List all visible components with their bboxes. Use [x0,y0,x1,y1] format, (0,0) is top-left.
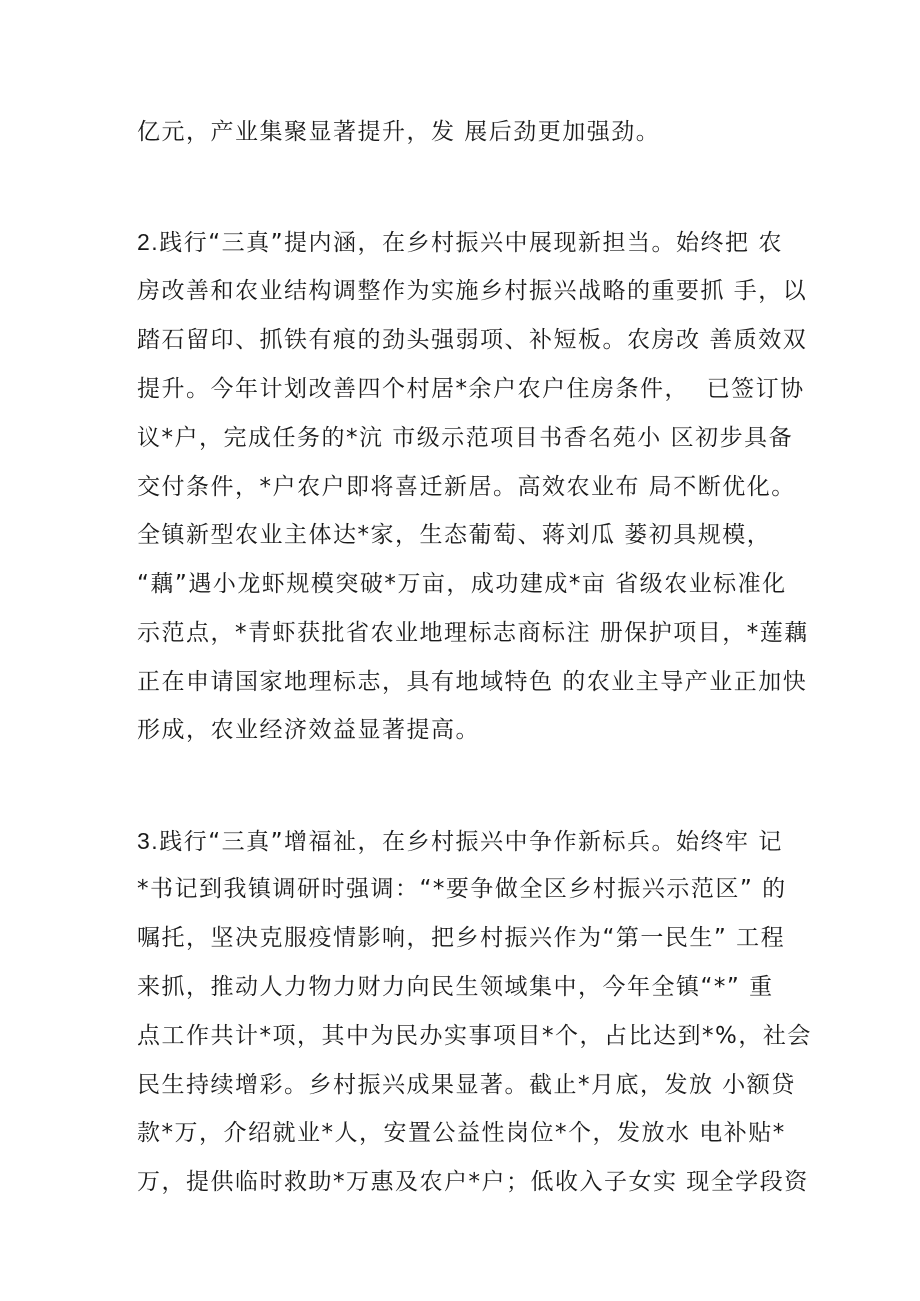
section-2-line-10: 正在申请国家地理标志，具有地域特色 的农业主导产业正加快 [137,669,808,695]
section-3-line-2: *书记到我镇调研时强调：“*要争做全区乡村振兴示范区” 的 [137,876,787,902]
section-2-line-9: 示范点，*青虾获批省农业地理标志商标注 册保护项目，*莲藕 [137,620,809,646]
section-3-line-6: 民生持续增彩。乡村振兴成果显著。截止*月底，发放 小额贷 [137,1072,796,1098]
section-2-line-2: 房改善和农业结构调整作为实施乡村振兴战略的重要抓 手，以 [137,278,808,304]
section-2-line-6: 交付条件，*户农户即将喜迁新居。高效农业布 局不断优化。 [137,474,796,500]
section-3-number: 3. [137,828,160,854]
section-2-line-3: 踏石留印、抓铁有痕的劲头强弱项、补短板。农房改 善质效双 [137,327,808,353]
section-3-line-1 [137,826,797,856]
section-3-line-8: 万，提供临时救助*万惠及农户*户；低收入子女实 现全学段资 [137,1169,809,1195]
section-2-line-8: “藕”遇小龙虾规模突破*万亩，成功建成*亩 省级农业标准化 [137,571,787,597]
section-3-line-3: 嘱托，坚决克服疫情影响，把乡村振兴作为“第一民生” 工程 [137,925,786,951]
section-3-line-4: 来抓，推动人力物力财力向民生领域集中，今年全镇“*” 重 [137,974,774,1000]
section-2-line-1 [137,227,797,257]
section-2-line-4: 提升。今年计划改善四个村居*余户农户住房条件， 已签订协 [137,376,805,402]
section-2-number: 2. [137,229,160,255]
section-3-heading-text: 践行“三真”增福祉，在乡村振兴中争作新标兵。始终牢 记 [159,829,783,855]
section-2-heading-text: 践行“三真”提内涵，在乡村振兴中展现新担当。始终把 农 [159,230,783,256]
section-3-line-5: 点工作共计*项，其中为民办实事项目*个，占比达到*%，社会 [137,1023,812,1049]
section-2-line-5: 议*户，完成任务的*沆 市级示范项目书香名苑小 区初步具备 [137,425,794,451]
section-2-line-7: 全镇新型农业主体达*家，生态葡萄、蒋刘瓜 蒌初具规模， [137,522,772,548]
section-3-line-7: 款*万，介绍就业*人，安置公益性岗位*个，发放水 电补贴* [137,1120,786,1146]
intro-line-1: 亿元，产业集聚显著提升，发 展后劲更加强劲。 [137,119,661,145]
section-2-line-11: 形成，农业经济效益显著提高。 [137,717,480,743]
